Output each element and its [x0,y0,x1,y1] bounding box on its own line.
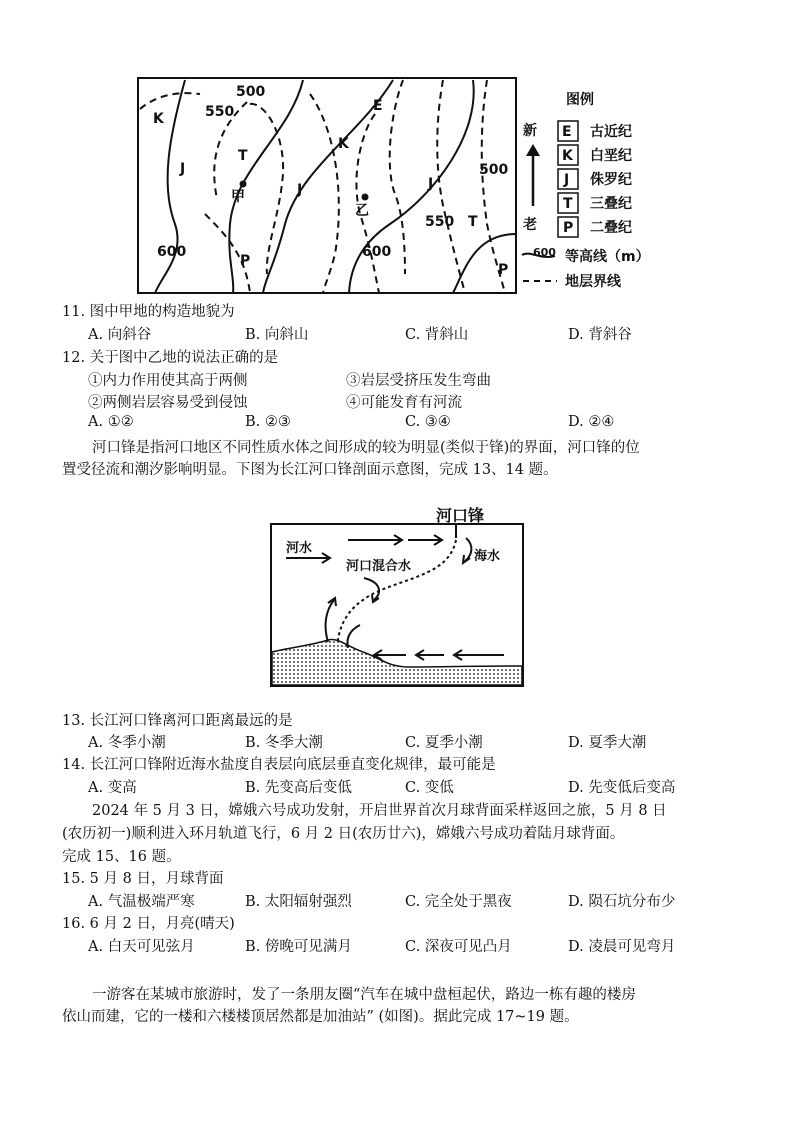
question-12-option-b[interactable]: B. ②③ [245,414,291,430]
question-12-option-d[interactable]: D. ②④ [568,414,615,430]
intro-15-16-line-1: 2024 年 5 月 3 日，嫦娥六号成功发射，开启世界首次月球背面采样返回之旅，5 月 8 日 [92,803,667,819]
intro-13-14-line-1: 河口锋是指河口地区不同性质水体之间形成的较为明显(类似于锋)的界面，河口锋的位 [92,440,640,456]
stratum-label: T [238,148,248,164]
question-12-statement-3: ③岩层受挤压发生弯曲 [346,373,491,389]
question-14-option-a[interactable]: A. 变高 [88,780,137,796]
question-15-stem: 15. 5 月 8 日，月球背面 [62,871,224,887]
geologic-map-figure [135,74,655,296]
map-frame [138,78,516,293]
stratum-label: J [297,182,303,198]
stratum-label: P [240,253,251,269]
question-12-stem: 12. 关于图中乙地的说法正确的是 [62,350,279,366]
stratum-label: J [180,161,186,177]
legend-newer: 新 [523,123,537,139]
figure-title: 河口锋 [436,506,485,525]
contour-label: 550 [205,104,235,120]
question-13-option-d[interactable]: D. 夏季大潮 [568,735,647,751]
legend-code: K [562,148,573,164]
contour-legend-value: 600 [533,246,556,259]
contour-legend-label: 等高线（m） [565,249,650,265]
question-14-option-b[interactable]: B. 先变高后变低 [245,780,352,796]
question-15-option-d[interactable]: D. 陨石坑分布少 [568,894,676,910]
question-13-option-b[interactable]: B. 冬季大潮 [245,735,323,751]
question-14-option-d[interactable]: D. 先变低后变高 [568,780,676,796]
point-yi-dot [362,194,369,201]
question-11-option-c[interactable]: C. 背斜山 [405,327,469,343]
stratum-label: J [428,176,434,192]
legend-label: 二叠纪 [590,220,632,236]
legend-older: 老 [523,217,537,233]
question-11-option-a[interactable]: A. 向斜谷 [88,327,152,343]
question-12-statement-4: ④可能发育有河流 [346,395,462,411]
question-11-option-b[interactable]: B. 向斜山 [245,327,309,343]
question-16-stem: 16. 6 月 2 日，月亮(晴天) [62,916,235,932]
legend-title: 图例 [566,92,594,108]
legend-label: 侏罗纪 [590,172,632,188]
question-11-stem: 11. 图中甲地的构造地貌为 [62,304,235,320]
legend-code: J [564,172,570,188]
question-16-option-d[interactable]: D. 凌晨可见弯月 [568,939,676,955]
question-14-option-c[interactable]: C. 变低 [405,780,454,796]
point-jia-dot [240,181,247,188]
sea-water-label: 海水 [474,549,501,564]
question-12-statement-1: ①内力作用使其高于两侧 [88,373,248,389]
river-water-label: 河水 [286,541,313,556]
intro-17-19-line-2: 依山而建，它的一楼和六楼楼顶居然都是加油站” (如图)。据此完成 17~19 题。 [62,1009,579,1025]
mixed-water-label: 河口混合水 [346,559,412,574]
legend-label: 三叠纪 [590,196,632,212]
contour-label: 550 [425,214,455,230]
contour-label: 600 [157,244,187,260]
intro-15-16-line-3: 完成 15、16 题。 [62,849,181,865]
question-13-option-c[interactable]: C. 夏季小潮 [405,735,483,751]
intro-13-14-line-2: 置受径流和潮汐影响明显。下图为长江河口锋剖面示意图，完成 13、14 题。 [62,462,558,478]
question-15-option-c[interactable]: C. 完全处于黑夜 [405,894,512,910]
question-15-option-a[interactable]: A. 气温极端严寒 [88,894,195,910]
contour-label: 600 [362,244,392,260]
point-yi-label: 乙 [355,203,369,219]
question-14-stem: 14. 长江河口锋附近海水盐度自表层向底层垂直变化规律，最可能是 [62,757,496,773]
estuary-front-figure [268,500,530,690]
legend-code: P [563,220,574,236]
intro-15-16-line-2: (农历初一)顺利进入环月轨道飞行，6 月 2 日(农历廿六)，嫦娥六号成功着陆月球背面。 [62,826,625,842]
legend-code: T [563,196,573,212]
map-legend [522,91,650,290]
stratum-label: E [373,98,383,114]
question-12-option-c[interactable]: C. ③④ [405,414,451,430]
question-12-statement-2: ②两侧岩层容易受到侵蚀 [88,395,248,411]
question-13-stem: 13. 长江河口锋离河口距离最远的是 [62,713,293,729]
stratum-label: T [468,214,478,230]
question-12-option-a[interactable]: A. ①② [88,414,134,430]
boundary-legend-label: 地层界线 [565,274,621,290]
question-11-option-d[interactable]: D. 背斜谷 [568,327,632,343]
contour-label: 500 [479,162,509,178]
stratum-label: K [153,111,164,127]
question-16-option-b[interactable]: B. 傍晚可见满月 [245,939,352,955]
question-13-option-a[interactable]: A. 冬季小潮 [88,735,166,751]
legend-code: E [562,124,572,140]
stratum-label: P [498,262,509,278]
question-16-option-a[interactable]: A. 白天可见弦月 [88,939,195,955]
question-16-option-c[interactable]: C. 深夜可见凸月 [405,939,512,955]
question-15-option-b[interactable]: B. 太阳辐射强烈 [245,894,352,910]
legend-label: 古近纪 [590,124,632,140]
stratum-label: K [338,136,349,152]
intro-17-19-line-1: 一游客在某城市旅游时，发了一条朋友圈“汽车在城中盘桓起伏，路边一栋有趣的楼房 [92,987,636,1003]
legend-label: 白垩纪 [590,148,632,164]
contour-label: 500 [236,84,266,100]
point-jia-label: 甲 [231,189,245,205]
